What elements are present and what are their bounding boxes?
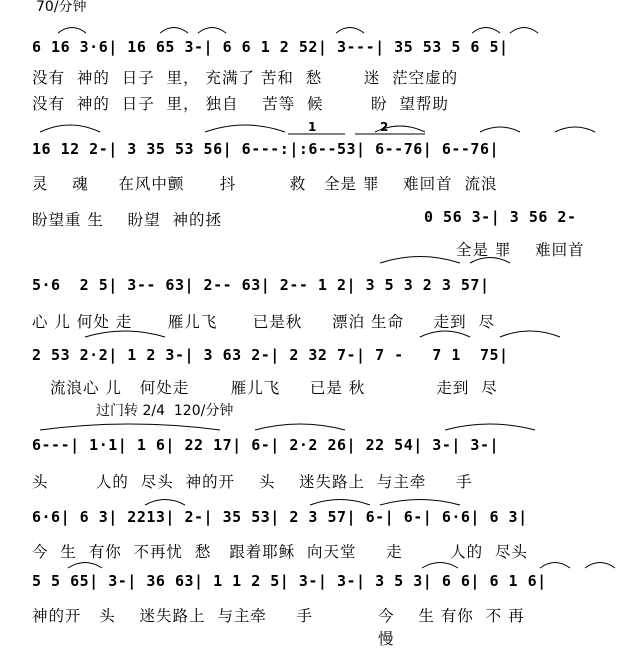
notation-line-2: 16 12 2-| 3 35 53 56| 6---:|:6--53| 6--76| 6--76| (32, 140, 500, 158)
lyric-line-2a: 灵 魂 在风中颤 抖 救 全是 罪 难回首 流浪 (32, 175, 498, 193)
volta-1: 1 (308, 120, 317, 134)
notation-line-5: 6---| 1·1| 1 6| 22 17| 6-| 2·2 26| 22 54| 3-| 3-| (32, 436, 500, 454)
notation-line-3: 5·6 2 5| 3-- 63| 2-- 63| 2-- 1 2| 3 5 3 2 3 57| (32, 276, 490, 294)
lyric-line-6: 今 生 有你 不再忧 愁 跟着耶稣 向天堂 走 人的 尽头 (32, 543, 528, 561)
lyric-line-8: 慢 (378, 630, 395, 648)
lyric-line-7: 神的开 头 迷失路上 与主牵 手 今 生 有你 不 再 (32, 607, 525, 625)
lyric-line-3: 心 儿 何处 走 雁儿飞 已是秋 漂泊 生命 走到 尽 (32, 313, 495, 331)
notation-line-6: 6·6| 6 3| 2213| 2-| 35 53| 2 3 57| 6-| 6-| 6·6| 6 3| (32, 508, 528, 526)
notation-line-2b: 0 56 3-| 3 56 2- (424, 208, 577, 226)
lyric-line-1a: 没有 神的 日子 里， 充满了 苦和 愁 迷 茫空虚的 (32, 69, 459, 87)
notation-line-7: 5 5 65| 3-| 36 63| 1 1 2 5| 3-| 3-| 3 5 3| 6 6| 6 1 6| (32, 572, 547, 590)
volta-2: 2 (380, 120, 389, 134)
lyric-line-2c: 全是 罪 难回首 (456, 241, 585, 259)
tempo-marking-top: 70/分钟 (36, 0, 87, 15)
transition-marking: 过门转 2/4 120/分钟 (96, 403, 234, 419)
notation-line-4: 2 53 2·2| 1 2 3-| 3 63 2-| 2 32 7-| 7 - 7 1 75| (32, 346, 509, 364)
lyric-line-1b: 没有 神的 日子 里， 独自 苦等 候 盼 望帮助 (32, 95, 449, 113)
notation-line-1: 6 16 3·6| 16 65 3-| 6 6 1 2 52| 3---| 35 53 5 6 5| (32, 38, 509, 56)
lyric-line-5: 头 人的 尽头 神的开 头 迷失路上 与主牵 手 (32, 473, 473, 491)
lyric-line-4: 流浪心 儿 何处走 雁儿飞 已是 秋 走到 尽 (50, 379, 498, 397)
lyric-line-2b: 盼望重 生 盼望 神的拯 (32, 211, 222, 229)
